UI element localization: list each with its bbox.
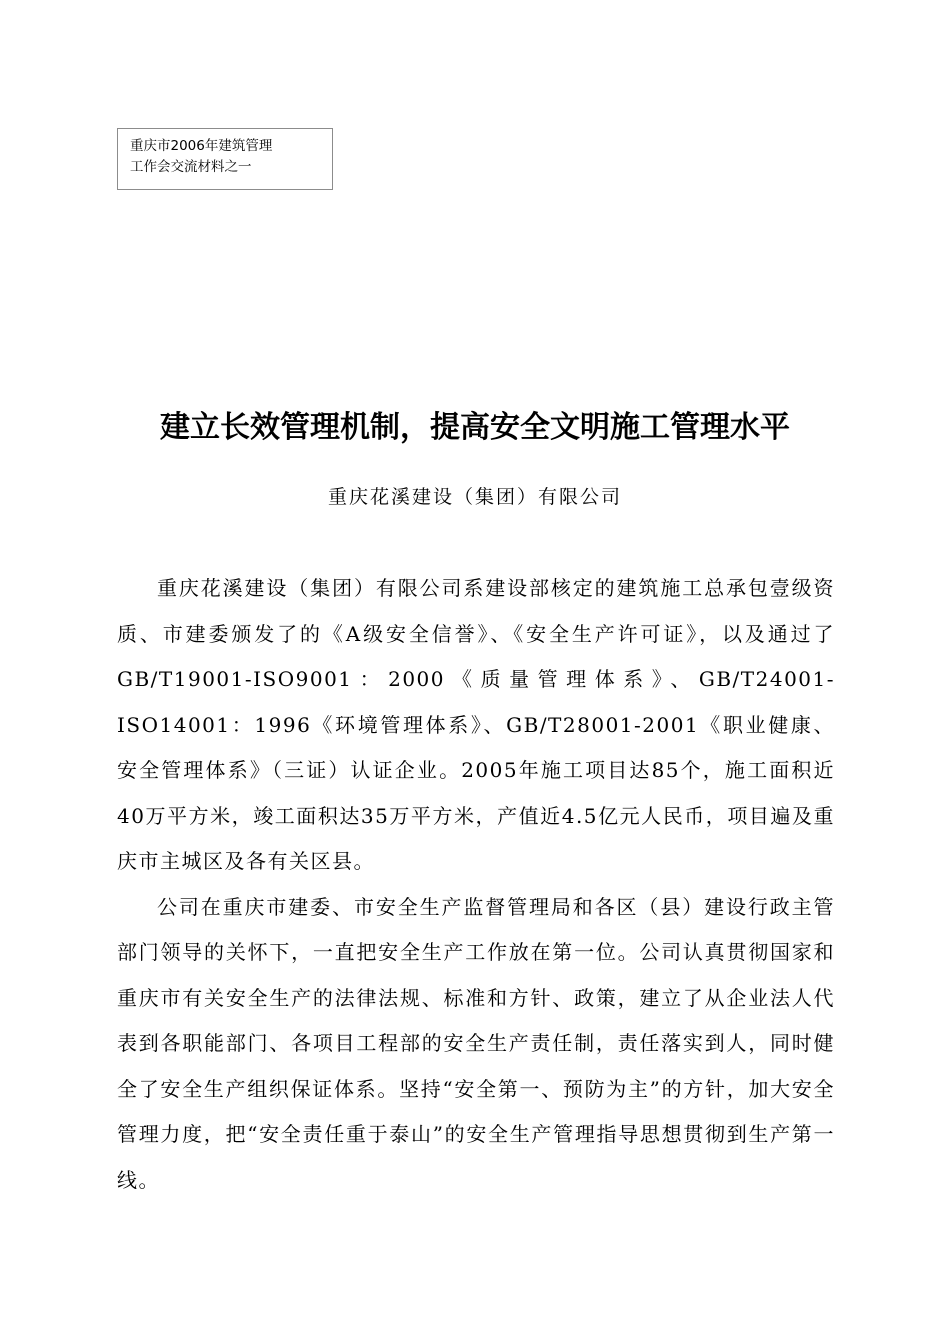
label-line-2: 工作会交流材料之一 [130, 159, 252, 175]
document-label-box [117, 128, 333, 190]
document-title: 建立长效管理机制，提高安全文明施工管理水平 [160, 410, 790, 445]
company-name: 重庆花溪建设（集团）有限公司 [327, 486, 622, 508]
paragraph-1: 重庆花溪建设（集团）有限公司系建设部核定的建筑施工总承包壹级资质、市建委颁发了的《A级安全信誉》、《安全生产许可证》，以及通过了GB/T19001-ISO9001：2000《质量管理体系》、GB/T24001-ISO14001：1996《环境管理体系》、GB/T28001-2001《职业健康、安全管理体系》（三证）认证企业。2005年施工项目达85个，施工面积近40万平方米，竣工面积达35万平方米，产值近4.5亿元人民币，项目遍及重庆市主城区及各有关区县。 [117, 576, 835, 873]
paragraph-2: 公司在重庆市建委、市安全生产监督管理局和各区（县）建设行政主管部门领导的关怀下，一直把安全生产工作放在第一位。公司认真贯彻国家和重庆市有关安全生产的法律法规、标准和方针、政策，建立了从企业法人代表到各职能部门、各项目工程部的安全生产责任制，责任落实到人，同时健全了安全生产组织保证体系。坚持“安全第一、预防为主”的方针，加大安全管理力度，把“安全责任重于泰山”的安全生产管理指导思想贯彻到生产第一线。 [117, 894, 835, 1192]
label-line-1: 重庆市2006年建筑管理 [130, 138, 273, 154]
document-body [117, 566, 835, 1203]
